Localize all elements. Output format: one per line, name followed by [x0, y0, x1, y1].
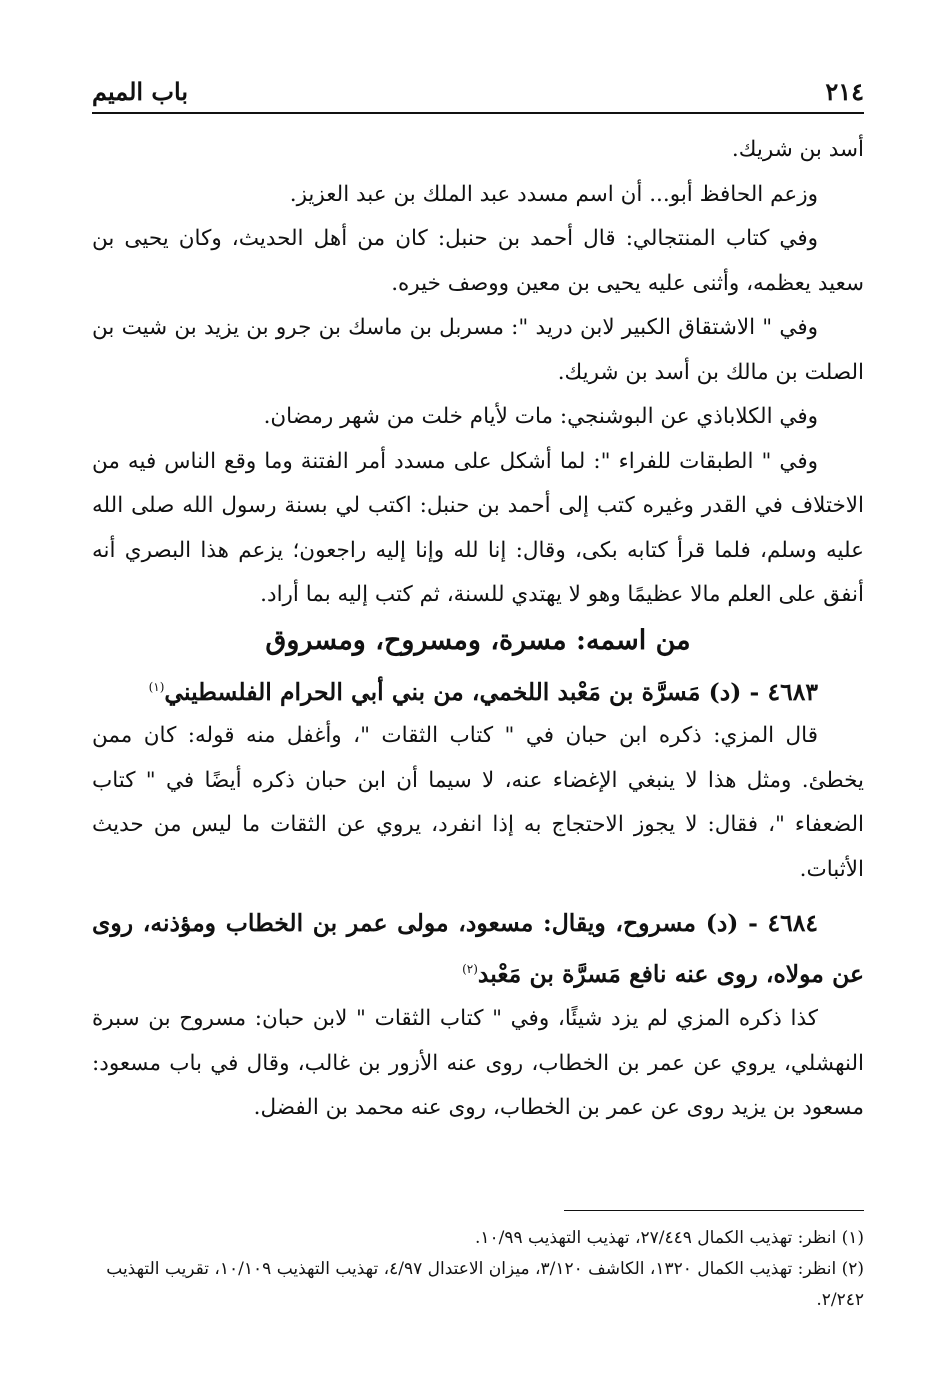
entry-heading-text: ٤٦٨٣ - (د) مَسرَّة بن مَعْبد اللخمي، من بني أبي الحرام الفلسطيني — [164, 677, 818, 706]
footnote-ref[interactable]: (١) — [148, 679, 165, 694]
entry-heading — [92, 900, 864, 997]
paragraph: وفي " الاشتقاق الكبير لابن دريد ": مسربل بن ماسك بن جرو بن يزيد بن شيت بن الصلت بن مالك بن أسد بن شريك. — [92, 315, 864, 385]
page-number: ٢١٤ — [825, 77, 864, 106]
footnote: (١) انظر: تهذيب الكمال ٢٧/٤٤٩، تهذيب التهذيب ١٠/٩٩. — [474, 1228, 864, 1248]
entry-heading — [92, 664, 864, 715]
entry-text: قال المزي: ذكره ابن حبان في " كتاب الثقات "، وأغفل منه قوله: كان ممن يخطئ. ومثل هذا لا ينبغي الإغضاء عنه، لا سيما أن ابن حبان ذكره أيضًا في " كتاب الضعفاء "، فقال: لا يجوز الاحتجاج به إذا انفرد، يروي عن الثقات ما ليس من حديث الأثبات. — [92, 723, 864, 882]
footnotes — [92, 1210, 864, 1316]
section-title: من اسمه: مسرة، ومسروح، ومسروق — [265, 624, 691, 656]
paragraph: أسد بن شريك. — [731, 137, 864, 162]
entry-text: كذا ذكره المزي لم يزد شيئًا، وفي " كتاب الثقات " لابن حبان: مسروح بن سبرة النهشلي، يروي عن عمر بن الخطاب، روى عنه الأزور بن غالب، وقال في باب مسعود: مسعود بن يزيد روى عن عمر بن الخطاب، روى عنه محمد بن الفضل. — [92, 1006, 864, 1121]
paragraph: وزعم الحافظ أبو... أن اسم مسدد عبد الملك بن عبد العزيز. — [289, 181, 818, 207]
footnote-divider — [564, 1210, 864, 1211]
footnote-ref[interactable]: (٢) — [462, 962, 478, 977]
paragraph: وفي " الطبقات للفراء ": لما أشكل على مسدد أمر الفتنة وما وقع الناس فيه من الاختلاف في القدر وغيره كتب إلى أحمد بن حنبل: اكتب لي بسنة رسول الله صلى الله عليه وسلم، فلما قرأ كتابه بكى، وقال: إنا لله وإنا إليه راجعون؛ يزعم هذا البصري أنه أنفق على العلم مالا عظيمًا وهو لا يهتدي للسنة، ثم كتب إليه بما أراد. — [92, 448, 864, 607]
main-text — [92, 128, 864, 1131]
paragraph: وفي كتاب المنتجالي: قال أحمد بن حنبل: كان من أهل الحديث، وكان يحيى بن سعيد يعظمه، وأثنى عليه يحيى بن معين ووصف خيره. — [92, 226, 864, 296]
chapter-title: باب الميم — [92, 77, 189, 106]
entry-heading-text: ٤٦٨٤ - (د) مسروح، ويقال: مسعود، مولى عمر بن الخطاب ومؤذنه، روى عن مولاه، روى عنه نافع مَسرَّة بن مَعْبد — [92, 909, 864, 989]
footnote: (٢) انظر: تهذيب الكمال ١٣٢٠، الكاشف ٣/١٢٠، ميزان الاعتدال ٤/٩٧، تهذيب التهذيب ١٠/١٠٩، تقريب التهذيب ٢/٢٤٢. — [106, 1259, 864, 1310]
paragraph: وفي الكلاباذي عن البوشنجي: مات لأيام خلت من شهر رمضان. — [263, 404, 818, 429]
page-header — [92, 72, 864, 114]
